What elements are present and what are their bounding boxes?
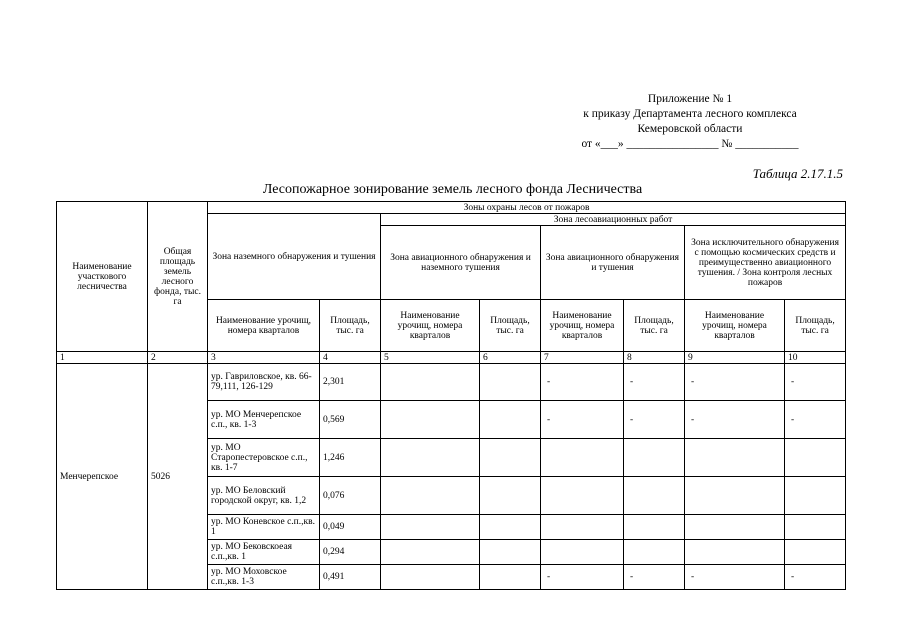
order-date-number: от «___» ________________ № ___________ [581, 138, 799, 150]
tract-name-cell: ур. МО Менчерепское с.п., кв. 1-3 [208, 401, 320, 439]
zone7-value-cell: - [541, 401, 624, 439]
tract-name-cell: ур. Гавриловское, кв. 66-79,111, 126-129 [208, 364, 320, 401]
column-number: 5 [381, 352, 480, 364]
zone10-value-cell [785, 477, 846, 515]
subheader-area-4: Площадь, тыс. га [320, 300, 381, 352]
zone8-value-cell [624, 515, 685, 540]
column-number: 1 [57, 352, 148, 364]
zone10-value-cell [785, 515, 846, 540]
subheader-name-9: Наименование урочищ, номера кварталов [685, 300, 785, 352]
column-number: 9 [685, 352, 785, 364]
column-number-row [57, 352, 846, 364]
empty-cell [381, 477, 480, 515]
zone7-value-cell [541, 477, 624, 515]
subheader-area-8: Площадь, тыс. га [624, 300, 685, 352]
empty-cell [381, 364, 480, 401]
col-header-exceptional-zone: Зона исключительного обнаружения с помощью космических средств и преимущественно авиационного тушения. / Зона контроля лесных пожаров [685, 226, 846, 300]
empty-cell [480, 439, 541, 477]
tract-name-cell: ур. МО Моховское с.п.,кв. 1-3 [208, 565, 320, 590]
zone9-value-cell: - [685, 565, 785, 590]
zone7-value-cell [541, 540, 624, 565]
col-header-forestry-name: Наименование участкового лесничества [57, 202, 148, 352]
empty-cell [480, 515, 541, 540]
appendix-number: Приложение № 1 [647, 93, 733, 105]
tract-area-cell: 0,076 [320, 477, 381, 515]
zone10-value-cell [785, 540, 846, 565]
tract-area-cell: 0,491 [320, 565, 381, 590]
zone9-value-cell [685, 515, 785, 540]
column-number: 10 [785, 352, 846, 364]
tract-area-cell: 0,049 [320, 515, 381, 540]
subheader-area-6: Площадь, тыс. га [480, 300, 541, 352]
zone10-value-cell: - [785, 364, 846, 401]
empty-cell [480, 540, 541, 565]
col-header-protection-zones: Зоны охраны лесов от пожаров [208, 202, 846, 214]
zone8-value-cell: - [624, 565, 685, 590]
zone7-value-cell [541, 439, 624, 477]
tract-area-cell: 1,246 [320, 439, 381, 477]
zone8-value-cell [624, 540, 685, 565]
document-header [560, 92, 820, 152]
empty-cell [480, 364, 541, 401]
order-reference: к приказу Департамента лесного комплекса [583, 108, 797, 120]
column-number: 3 [208, 352, 320, 364]
empty-cell [381, 439, 480, 477]
empty-cell [480, 477, 541, 515]
zone9-value-cell: - [685, 401, 785, 439]
zoning-table [56, 201, 846, 590]
tract-name-cell: ур. МО Бековскоеая с.п.,кв. 1 [208, 540, 320, 565]
tract-name-cell: ур. МО Беловский городской округ, кв. 1,2 [208, 477, 320, 515]
region-name: Кемеровской области [637, 123, 743, 135]
zone7-value-cell: - [541, 565, 624, 590]
tract-name-cell: ур. МО Коневское с.п.,кв. 1 [208, 515, 320, 540]
zone9-value-cell: - [685, 364, 785, 401]
zone8-value-cell: - [624, 364, 685, 401]
document-title: Лесопожарное зонирование земель лесного фонда Лесничества [262, 182, 643, 197]
tract-area-cell: 2,301 [320, 364, 381, 401]
col-header-ground-zone: Зона наземного обнаружения и тушения [208, 214, 381, 300]
tract-area-cell: 0,294 [320, 540, 381, 565]
zone8-value-cell [624, 477, 685, 515]
column-number: 7 [541, 352, 624, 364]
tract-area-cell: 0,569 [320, 401, 381, 439]
col-header-aviation-ground-zone: Зона авиационного обнаружения и наземного тушения [381, 226, 541, 300]
empty-cell [381, 540, 480, 565]
col-header-aviation-zone: Зона лесоавиационных работ [381, 214, 846, 226]
forestry-name-cell: Менчерепское [57, 364, 148, 590]
zone9-value-cell [685, 477, 785, 515]
table-number-label: Таблица 2.17.1.5 [752, 166, 843, 181]
tract-name-cell: ур. МО Старопестеровское с.п., кв. 1-7 [208, 439, 320, 477]
zone8-value-cell: - [624, 401, 685, 439]
zone9-value-cell [685, 439, 785, 477]
empty-cell [381, 515, 480, 540]
subheader-name-5: Наименование урочищ, номера кварталов [381, 300, 480, 352]
col-header-total-area: Общая площадь земель лесного фонда, тыс. га [148, 202, 208, 352]
column-number: 6 [480, 352, 541, 364]
subheader-name-3: Наименование урочищ, номера кварталов [208, 300, 320, 352]
column-number: 2 [148, 352, 208, 364]
subheader-name-7: Наименование урочищ, номера кварталов [541, 300, 624, 352]
empty-cell [480, 565, 541, 590]
table-row [57, 364, 846, 401]
subheader-area-10: Площадь, тыс. га [785, 300, 846, 352]
zone7-value-cell: - [541, 364, 624, 401]
zone9-value-cell [685, 540, 785, 565]
empty-cell [381, 401, 480, 439]
empty-cell [480, 401, 541, 439]
zone10-value-cell: - [785, 565, 846, 590]
empty-cell [381, 565, 480, 590]
zone10-value-cell [785, 439, 846, 477]
zone7-value-cell [541, 515, 624, 540]
column-number: 4 [320, 352, 381, 364]
column-number: 8 [624, 352, 685, 364]
col-header-aviation-detect-zone: Зона авиационного обнаружения и тушения [541, 226, 685, 300]
forestry-area-cell: 5026 [148, 364, 208, 590]
zone10-value-cell: - [785, 401, 846, 439]
zone8-value-cell [624, 439, 685, 477]
